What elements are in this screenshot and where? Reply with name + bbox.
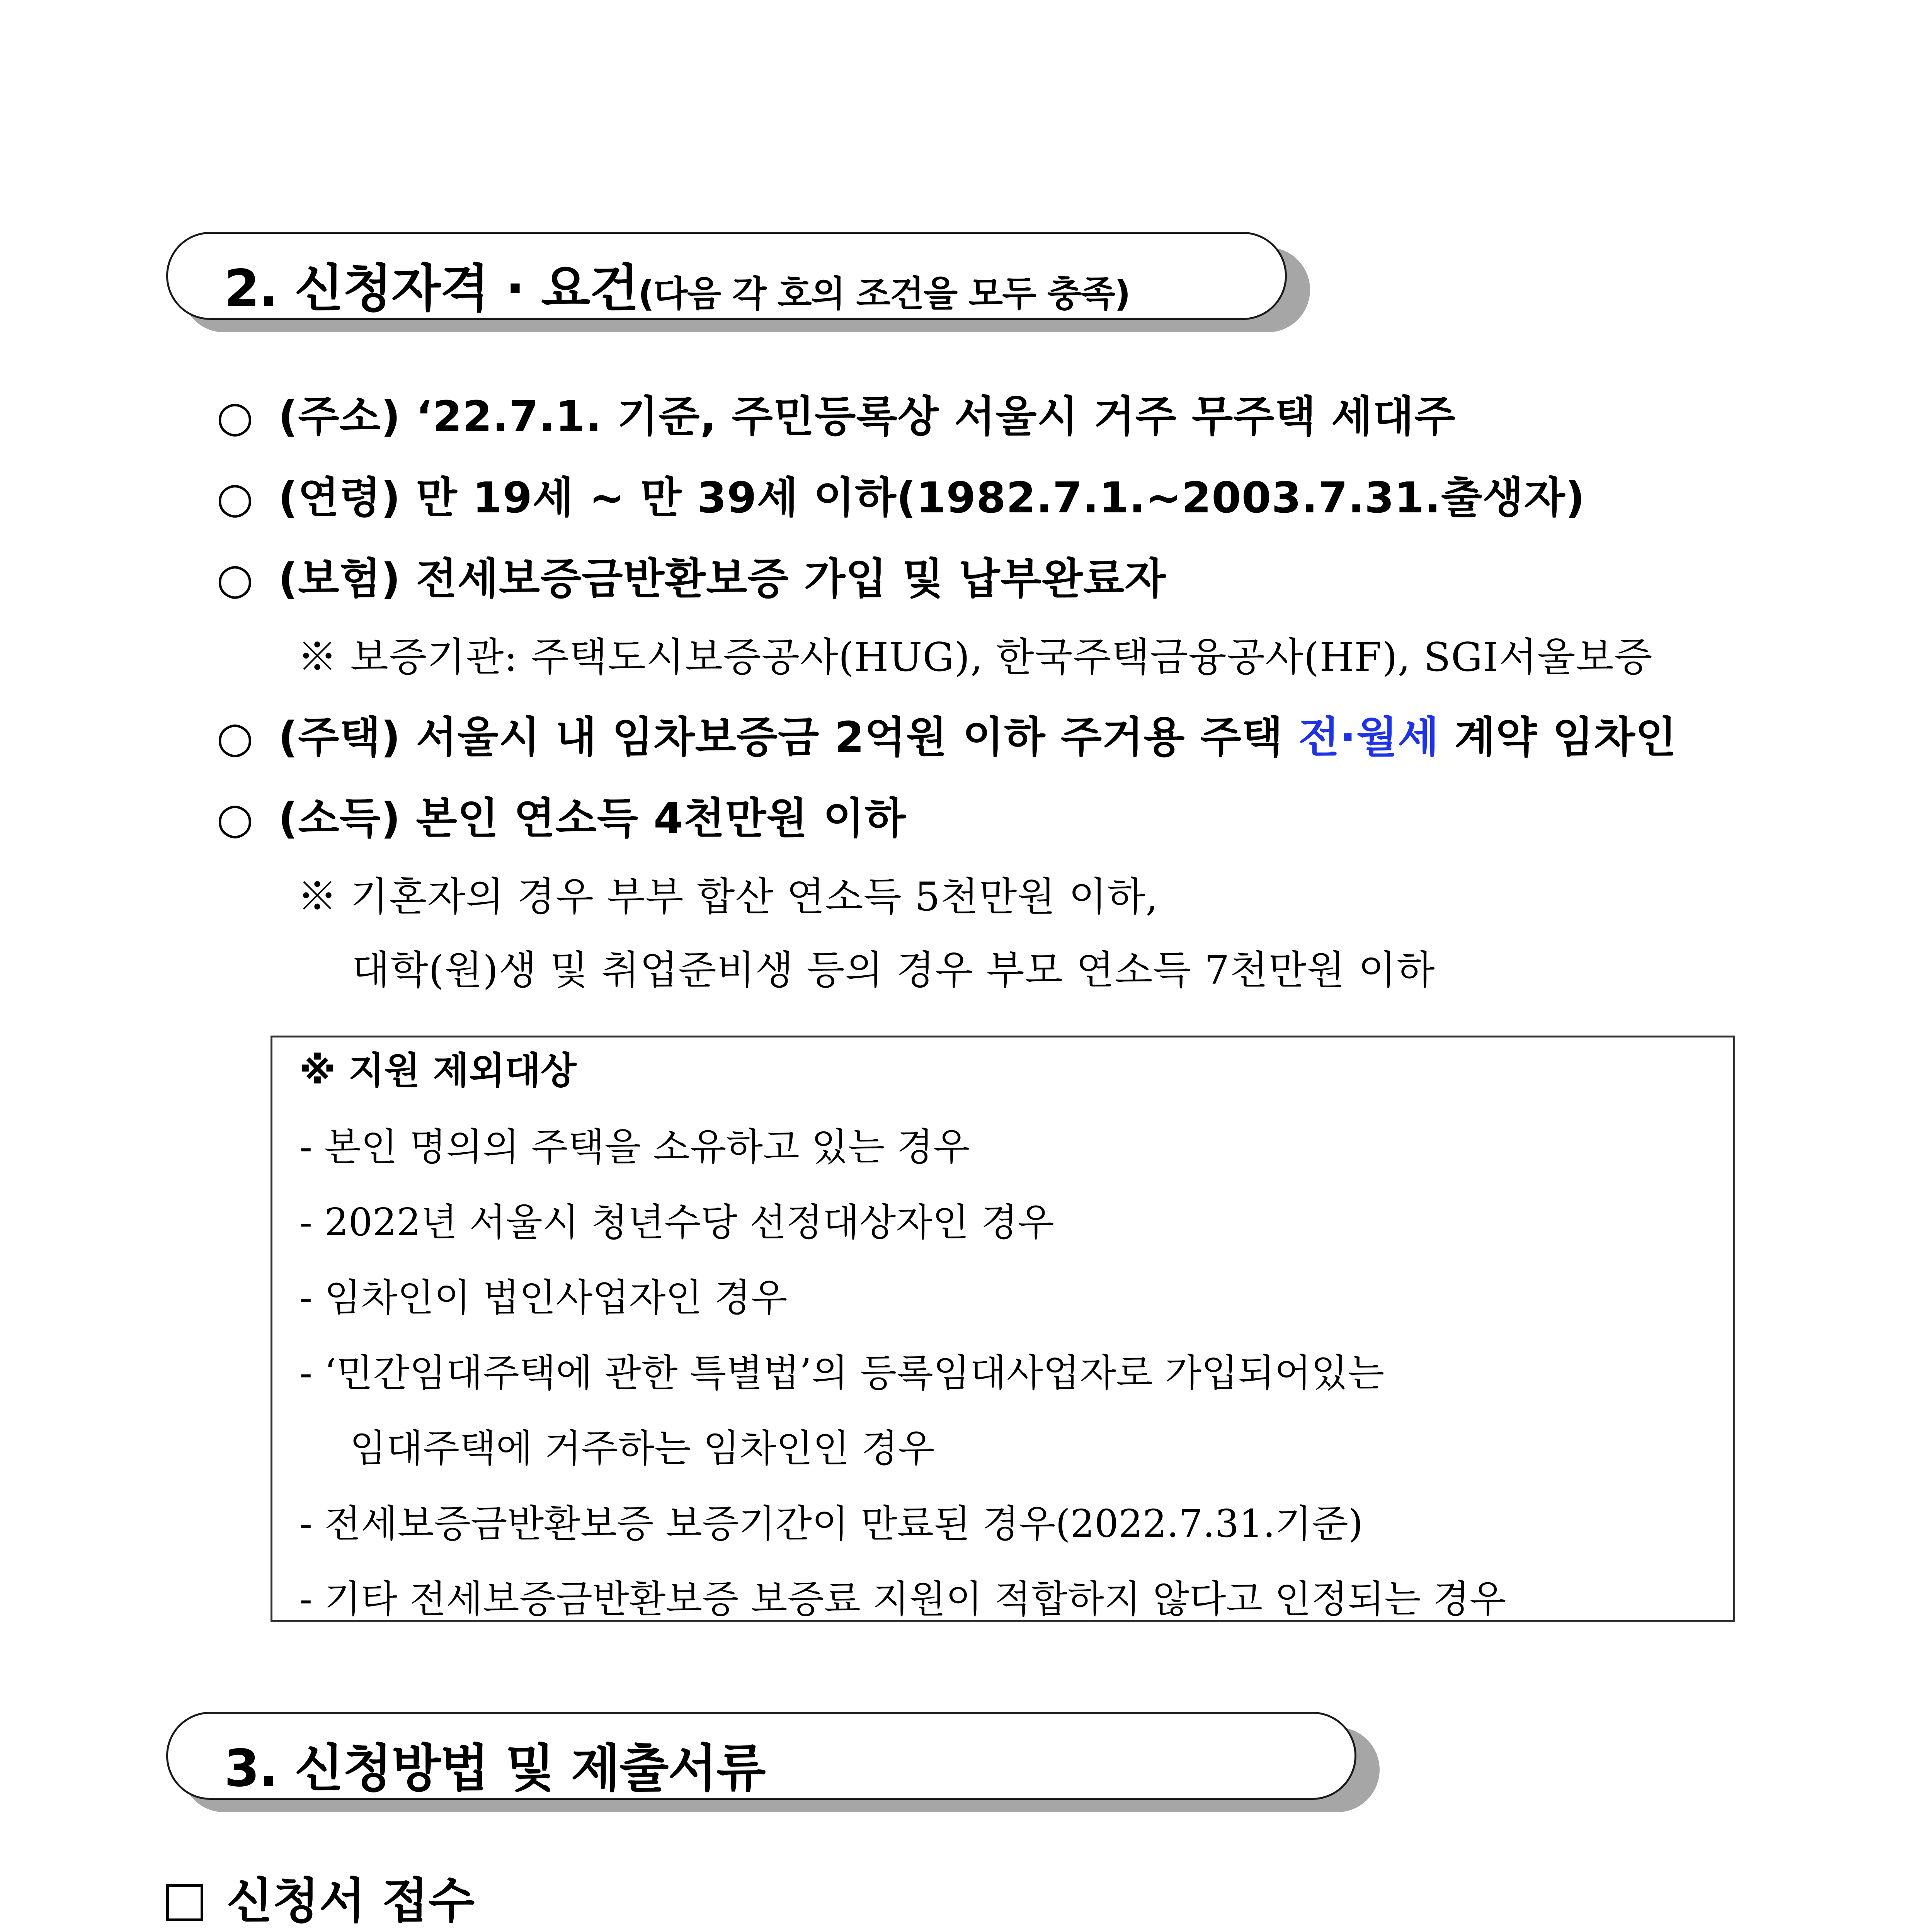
criteria-insurance-text: (보험) 전세보증금반환보증 가입 및 납부완료자 [278,554,1166,604]
bullet-circle-icon: ○ [216,794,254,843]
exclusion-row: - 기타 전세보증금반환보증 보증료 지원이 적합하지 않다고 인정되는 경우 [299,1577,1506,1621]
criteria-age [216,464,1585,525]
exclusion-row-continued: 임대주택에 거주하는 임차인인 경우 [350,1427,935,1471]
criteria-housing [216,703,1677,764]
criteria-housing-text: (주택) 서울시 내 임차보증금 2억원 이하 주거용 주택 [278,713,1298,762]
income-note-line-1: ※ 기혼자의 경우 부부 합산 연소득 5천만원 이하, [298,874,1159,920]
criteria-insurance [216,545,1166,606]
section-2-banner [166,232,1310,332]
section-2-title [224,247,1130,321]
section-3-title: 3. 신청방법 및 제출서류 [224,1739,765,1798]
criteria-income [216,784,906,845]
criteria-address-text: (주소) ‘22.7.1. 기준, 주민등록상 서울시 거주 무주택 세대주 [278,392,1456,441]
section-2-title-paren: (다음 각 호의 조건을 모두 충족) [638,273,1130,315]
criteria-income-text: (소득) 본인 연소득 4천만원 이하 [278,794,906,843]
application-subhead [166,1862,475,1931]
bullet-circle-icon: ○ [216,473,254,522]
bullet-circle-icon: ○ [216,392,254,441]
bullet-circle-icon: ○ [216,554,254,604]
bullet-circle-icon: ○ [216,713,254,762]
exclusion-row: - 본인 명의의 주택을 소유하고 있는 경우 [299,1125,970,1169]
income-note-line-2: 대학(원)생 및 취업준비생 등의 경우 부모 연소득 7천만원 이하 [352,947,1435,993]
exclusion-row: - 2022년 서울시 청년수당 선정대상자인 경우 [299,1201,1054,1245]
criteria-housing-text-end: 계약 임차인 [1439,713,1677,762]
checkbox-square-icon [166,1884,203,1921]
exclusion-row: - 임차인이 법인사업자인 경우 [299,1276,788,1320]
exclusions-title: ※ 지원 제외대상 [299,1049,577,1092]
guarantee-institutions-note: ※ 보증기관: 주택도시보증공사(HUG), 한국주택금융공사(HF), SGI서울보증 [298,634,1653,680]
criteria-address [216,383,1456,444]
exclusion-row: - 전세보증금반환보증 보증기간이 만료된 경우(2022.7.31.기준) [299,1502,1363,1546]
exclusions-box [271,1036,1735,1622]
criteria-age-text: (연령) 만 19세 ~ 만 39세 이하(1982.7.1.~2003.7.31.출생자) [278,473,1585,522]
lease-type-highlight: 전·월세 [1298,713,1440,762]
application-subhead-text: 신청서 접수 [226,1873,475,1929]
exclusion-row: - ‘민간임대주택에 관한 특별법’의 등록임대사업자로 가입되어있는 [299,1351,1385,1395]
section-2-title-main: 2. 신청자격 · 요건 [224,259,638,318]
section-3-banner [166,1712,1380,1812]
